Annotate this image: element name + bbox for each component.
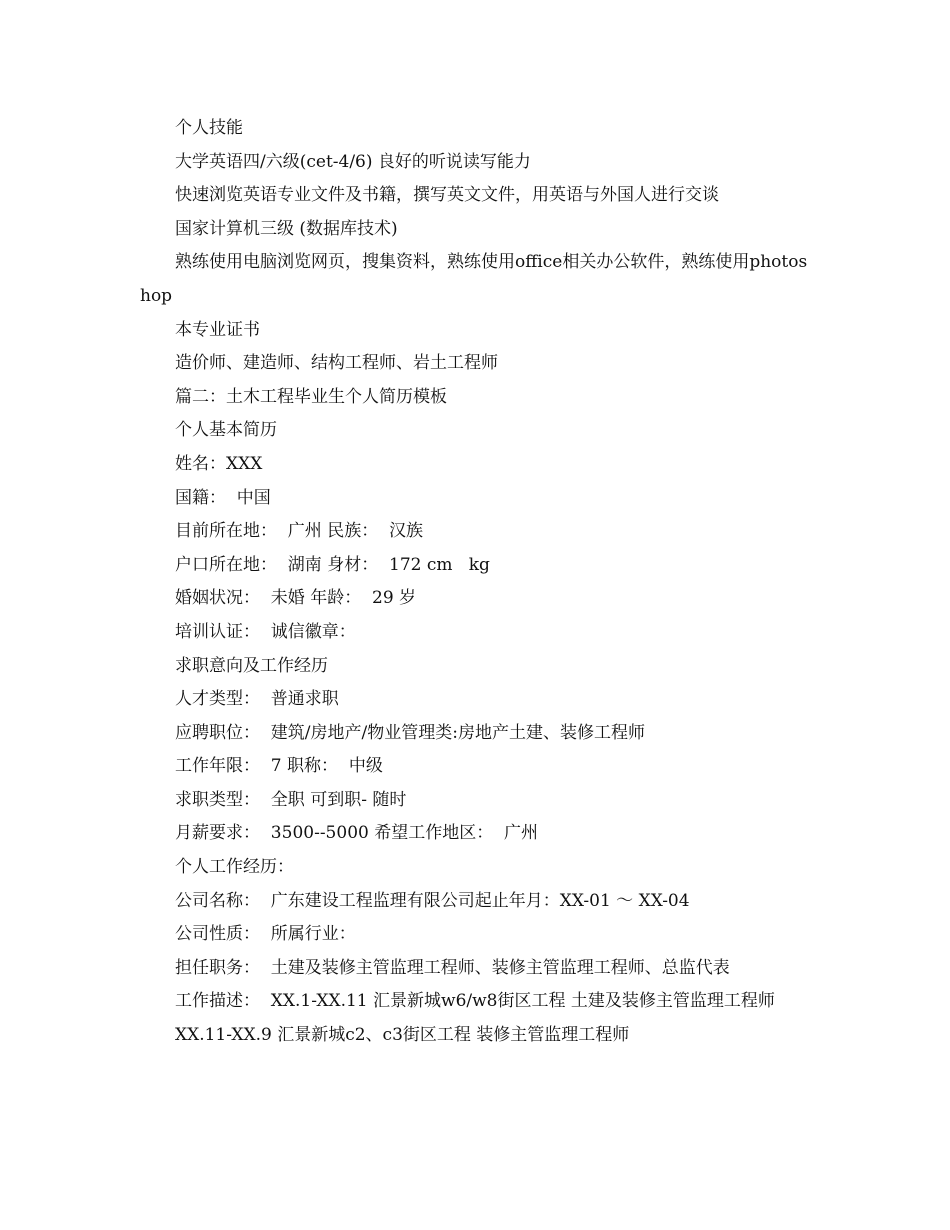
paragraph-marital-age: 婚姻状况： 未婚 年龄： 29 岁 (175, 588, 417, 609)
paragraph-english-level: 大学英语四/六级(cet-4/6) 良好的听说读写能力 (175, 151, 531, 172)
paragraph-skills-heading: 个人技能 (175, 118, 243, 138)
paragraph-company-nature: 公司性质： 所属行业： (175, 924, 356, 945)
paragraph-work-history-heading: 个人工作经历： (175, 857, 294, 878)
paragraph-years-title: 工作年限： 7 职称： 中级 (175, 756, 383, 777)
paragraph-english-ability: 快速浏览英语专业文件及书籍，撰写英文文件，用英语与外国人进行交谈 (175, 185, 719, 206)
paragraph-job-type: 求职类型： 全职 可到职- 随时 (175, 789, 407, 810)
paragraph-certificates: 造价师、建造师、结构工程师、岩土工程师 (175, 353, 498, 374)
paragraph-section-title: 篇二：土木工程毕业生个人简历模板 (175, 386, 447, 407)
paragraph-duties: 担任职务： 土建及装修主管监理工程师、装修主管监理工程师、总监代表 (175, 957, 730, 978)
paragraph-company-name: 公司名称： 广东建设工程监理有限公司起止年月：XX-01 ～ XX-04 (175, 890, 690, 911)
paragraph-basic-resume-heading: 个人基本简历 (175, 420, 277, 441)
document-body (140, 112, 818, 1053)
paragraph-project-c2-c3: XX.11-XX.9 汇景新城c2、c3街区工程 装修主管监理工程师 (175, 1025, 630, 1046)
paragraph-certification: 培训认证： 诚信徽章： (175, 621, 356, 642)
paragraph-computer-level: 国家计算机三级 (数据库技术) (175, 218, 398, 239)
paragraph-nationality: 国籍： 中国 (175, 487, 271, 508)
paragraph-talent-type: 人才类型： 普通求职 (175, 689, 339, 710)
paragraph-position: 应聘职位： 建筑/房地产/物业管理类:房地产土建、装修工程师 (175, 722, 645, 743)
paragraph-salary-region: 月薪要求： 3500--5000 希望工作地区： 广州 (175, 823, 539, 844)
paragraph-work-description: 工作描述： XX.1-XX.11 汇景新城w6/w8街区工程 土建及装修主管监理工程师 (175, 991, 775, 1012)
paragraph-certificates-heading: 本专业证书 (175, 319, 260, 340)
paragraph-name: 姓名：XXX (175, 453, 263, 474)
paragraph-job-intent-heading: 求职意向及工作经历 (175, 655, 328, 676)
paragraph-location-ethnicity: 目前所在地： 广州 民族： 汉族 (175, 521, 424, 542)
paragraph-computer-skills: 熟练使用电脑浏览网页，搜集资料，熟练使用office相关办公软件，熟练使用photoshop (140, 252, 808, 306)
paragraph-hukou-height: 户口所在地： 湖南 身材： 172 cm kg (175, 554, 490, 575)
